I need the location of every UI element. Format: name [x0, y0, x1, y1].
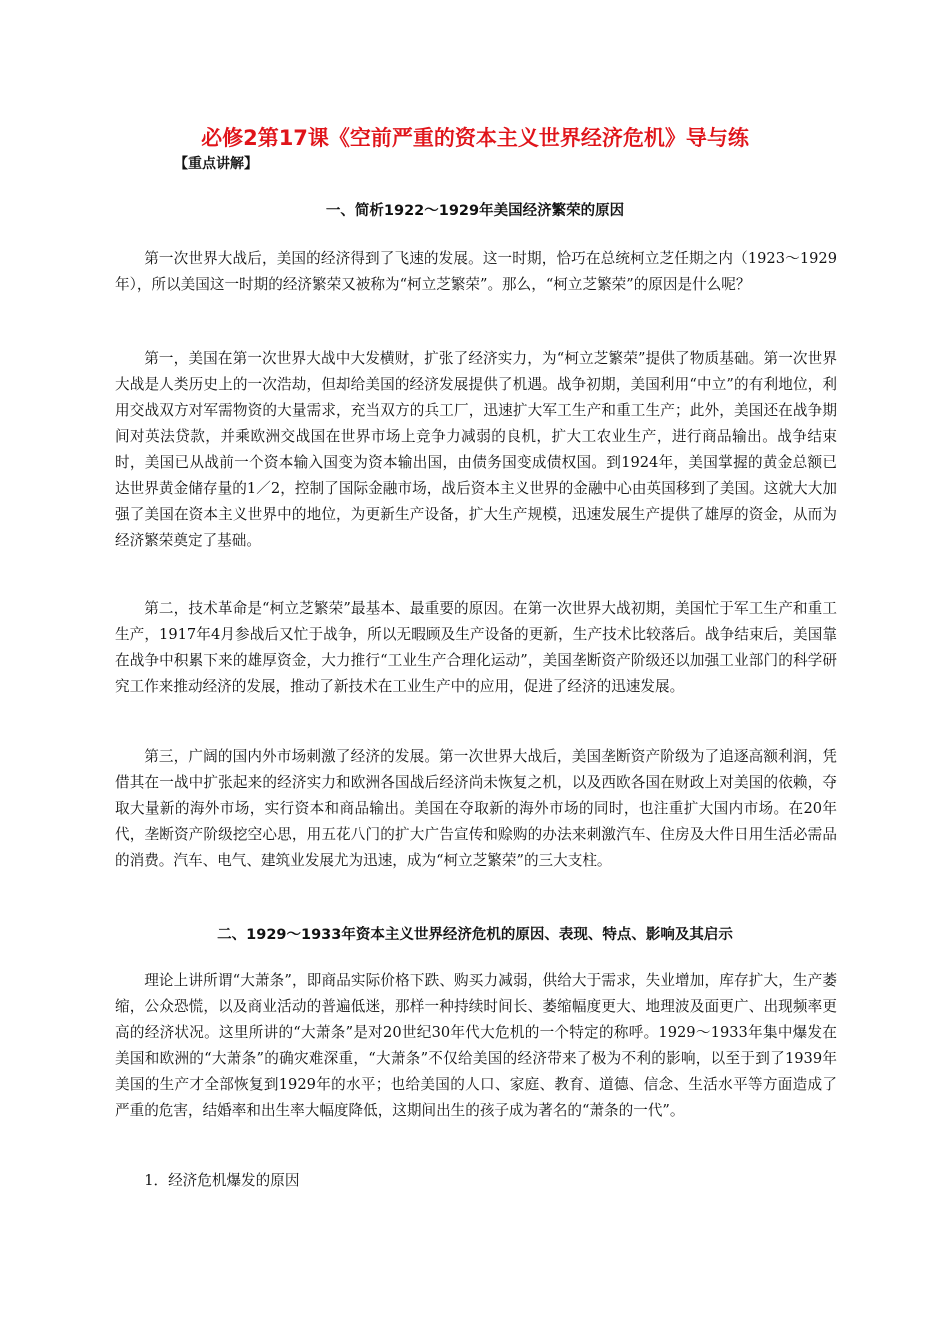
document-title: 必修2第17课《空前严重的资本主义世界经济危机》导与练 [201, 126, 749, 150]
paragraph: 理论上讲所谓“大萧条”，即商品实际价格下跌、购买力减弱，供给大于需求，失业增加，库存扩大，生产萎缩，公众恐慌，以及商业活动的普遍低迷，那样一种持续时间长、萎缩幅度更大、地理波及面更广、出现频率更高的经济状况。这里所讲的“大萧条”是对20世纪30年代大危机的一个特定的称呼。1929～1933年集中爆发在美国和欧洲的“大萧条”的确灾难深重，“大萧条”不仅给美国的经济带来了极为不利的影响，以至于到了1939年美国的生产才全部恢复到1929年的水平；也给美国的人口、家庭、教育、道德、信念、生活水平等方面造成了严重的危害，结婚率和出生率大幅度降低，这期间出生的孩子成为著名的“萧条的一代”。 [115, 972, 837, 1119]
section-tag: 【重点讲解】 [174, 156, 258, 172]
paragraph: 第一次世界大战后，美国的经济得到了飞速的发展。这一时期，恰巧在总统柯立芝任期之内（1923～1929年），所以美国这一时期的经济繁荣又被称为“柯立芝繁荣”。那么，“柯立芝繁荣”的原因是什么呢？ [115, 250, 837, 293]
section-heading-1: 一、简析1922～1929年美国经济繁荣的原因 [325, 203, 625, 219]
paragraph: 第三，广阔的国内外市场刺激了经济的发展。第一次世界大战后，美国垄断资产阶级为了追逐高额利润，凭借其在一战中扩张起来的经济实力和欧洲各国战后经济尚未恢复之机，以及西欧各国在财政上对美国的依赖，夺取大量新的海外市场，实行资本和商品输出。美国在夺取新的海外市场的同时，也注重扩大国内市场。在20年代，垄断资产阶级挖空心思，用五花八门的扩大广告宣传和赊购的办法来刺激汽车、住房及大件日用生活必需品的消费。汽车、电气、建筑业发展尤为迅速，成为“柯立芝繁荣”的三大支柱。 [115, 748, 837, 869]
paragraph: 第一，美国在第一次世界大战中大发横财，扩张了经济实力，为“柯立芝繁荣”提供了物质基础。第一次世界大战是人类历史上的一次浩劫，但却给美国的经济发展提供了机遇。战争初期，美国利用“中立”的有利地位，利用交战双方对军需物资的大量需求，充当双方的兵工厂，迅速扩大军工生产和重工生产；此外，美国还在战争期间对英法贷款，并乘欧洲交战国在世界市场上竞争力减弱的良机，扩大工农业生产，进行商品输出。战争结束时，美国已从战前一个资本输入国变为资本输出国，由债务国变成债权国。到1924年，美国掌握的黄金总额已达世界黄金储存量的1／2，控制了国际金融市场，战后资本主义世界的金融中心由英国移到了美国。这就大大加强了美国在资本主义世界中的地位，为更新生产设备，扩大生产规模，迅速发展生产提供了雄厚的资金，从而为经济繁荣奠定了基础。 [115, 350, 837, 549]
paragraph: 第二，技术革命是“柯立芝繁荣”最基本、最重要的原因。在第一次世界大战初期，美国忙于军工生产和重工生产，1917年4月参战后又忙于战争，所以无暇顾及生产设备的更新，生产技术比较落后。战争结束后，美国靠在战争中积累下来的雄厚资金，大力推行“工业生产合理化运动”，美国垄断资产阶级还以加强工业部门的科学研究工作来推动经济的发展，推动了新技术在工业生产中的应用，促进了经济的迅速发展。 [115, 600, 837, 695]
subsection-heading: 1．经济危机爆发的原因 [144, 1172, 300, 1189]
section-heading-2: 二、1929～1933年资本主义世界经济危机的原因、表现、特点、影响及其启示 [217, 927, 733, 943]
